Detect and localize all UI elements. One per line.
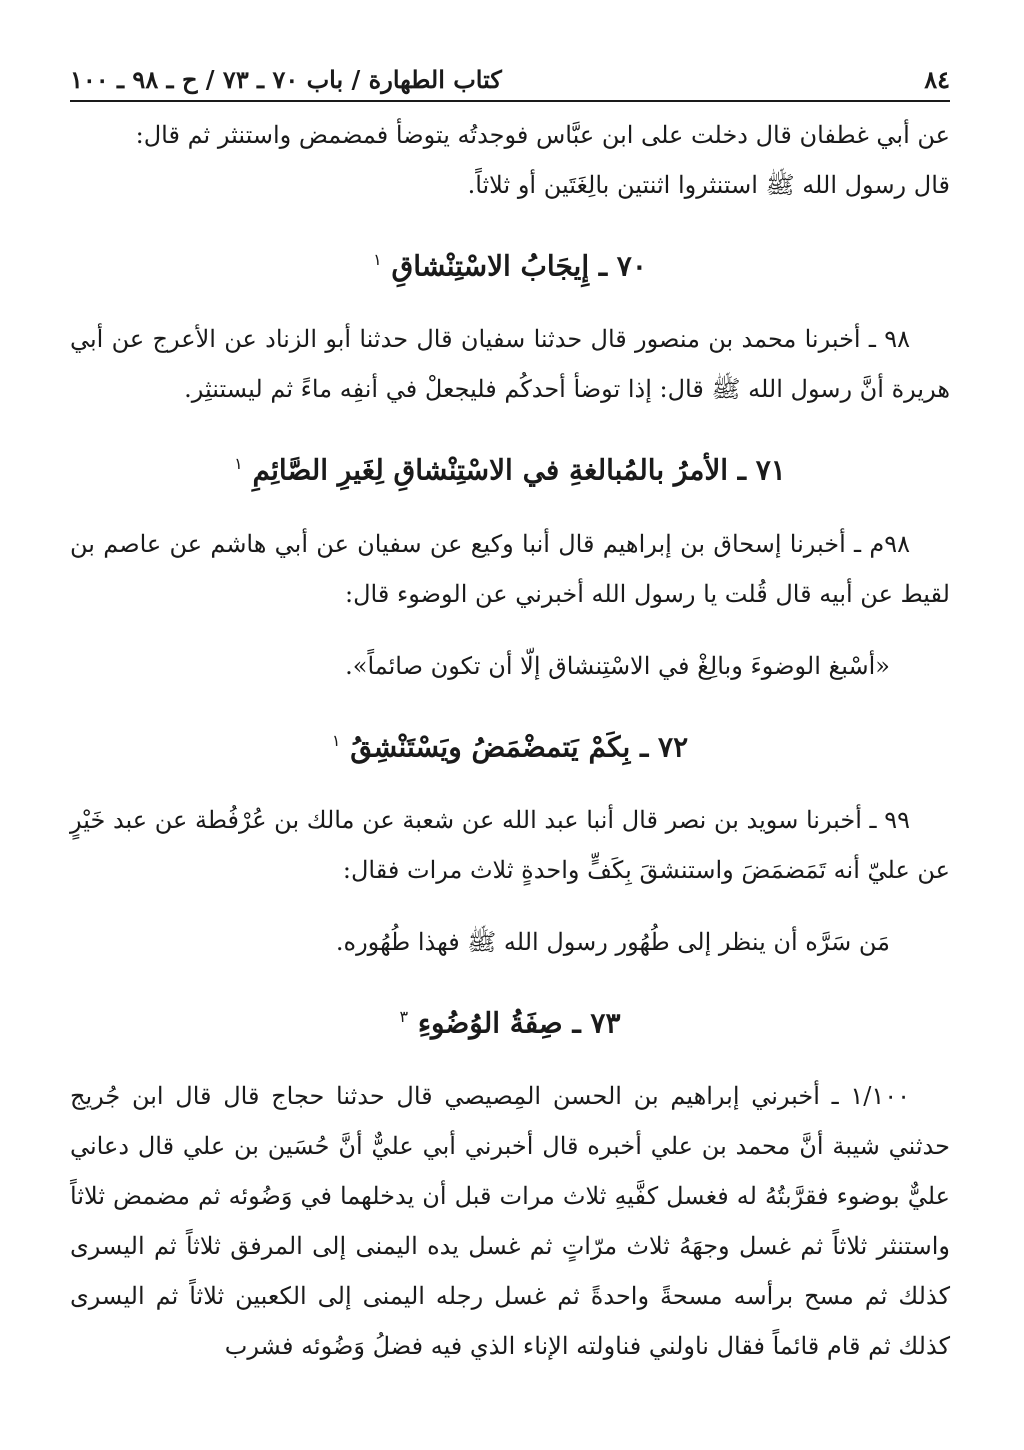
page-number: ٨٤	[914, 60, 950, 100]
page-header	[70, 60, 950, 102]
hadith-paragraph: ١/١٠٠ ـ أخبرني إبراهيم بن الحسن المِصيصي قال حدثنا حجاج قال قال ابن جُريج حدثني شيبة أنَّ محمد بن علي أخبره قال أخبرني أبي عليٌّ أنَّ حُسَين بن علي قال دعاني عليٌّ بوضوء فقرَّبتُهُ له فغسل كفَّيهِ ثلاث مرات قبل أن يدخلهما في وَضُوئه ثم مضمض ثلاثاً واستنثر ثلاثاً ثم غسل وجهَهُ ثلاث مرّاتٍ ثم غسل يده اليمنى إلى المرفق ثلاثاً ثم اليسرى كذلك ثم مسح برأسه مسحةً واحدةً ثم غسل رجله اليمنى إلى الكعبين ثلاثاً ثم اليسرى كذلك ثم قام قائماً فقال ناولني فناولته الإناء الذي فيه فضلُ وَضُوئه فشرب	[70, 1082, 951, 1361]
footnote-marker: ١	[234, 454, 243, 474]
hadith-paragraph: ٩٨م ـ أخبرنا إسحاق بن إبراهيم قال أنبا وكيع عن سفيان عن أبي هاشم عن عاصم بن لقيط عن أبيه قال قُلت يا رسول الله أخبرني عن الوضوء قال:	[70, 529, 950, 608]
hadith-paragraph: ٩٨ ـ أخبرنا محمد بن منصور قال حدثنا سفيان قال حدثنا أبو الزناد عن الأعرج عن أبي هريرة أنَّ رسول الله ﷺ قال: إذا توضأ أحدكُم فليجعلْ في أنفِه ماءً ثم ليستنثِر.	[70, 325, 950, 404]
hadith-quote: «أسْبغ الوضوءَ وبالِغْ في الاسْتِنشاق إلّا أن تكون صائماً».	[345, 651, 890, 680]
chapter-heading	[70, 995, 950, 1045]
chapter-heading	[70, 238, 950, 288]
chapter-title: ٧٣ ـ صِفَةُ الوُضُوءِ	[417, 1006, 621, 1040]
chapter-title: ٧٠ ـ إِيجَابُ الاسْتِنْشاقِ	[391, 249, 647, 283]
footnote-marker: ٣	[399, 1006, 409, 1026]
hadith-paragraph: ٩٩ ـ أخبرنا سويد بن نصر قال أنبا عبد الله عن شعبة عن مالك بن عُرْفُطة عن عبد خَيْرٍ عن عليّ أنه تَمَضمَضَ واستنشقَ بِكَفٍّ واحدةٍ ثلاث مرات فقال:	[70, 805, 950, 884]
hadith-quote: مَن سَرَّه أن ينظر إلى طُهُور رسول الله ﷺ فهذا طُهُوره.	[335, 927, 890, 956]
intro-line: عن أبي غطفان قال دخلت على ابن عبَّاس فوجدتُه يتوضأ فمضمض واستنثر ثم قال:	[135, 121, 950, 149]
book-page	[70, 60, 950, 1371]
footnote-marker: ١	[331, 730, 341, 750]
chapter-heading	[70, 442, 950, 492]
intro-line: قال رسول الله ﷺ استنثروا اثنتين بالِغَتَين أو ثلاثاً.	[467, 171, 950, 199]
chapter-title: ٧١ ـ الأمرُ بالمُبالغةِ في الاسْتِنْشاقِ لِغَيرِ الصَّائِمِ	[252, 453, 786, 487]
running-title: كتاب الطهارة / باب ٧٠ ـ ٧٣ / ح ـ ٩٨ ـ ١٠٠	[70, 60, 512, 100]
chapter-title: ٧٢ ـ بِكَمْ يَتمضْمَضُ ويَسْتَنْشِقُ	[350, 729, 689, 763]
footnote-marker: ١	[373, 250, 382, 269]
chapter-heading	[70, 719, 950, 769]
